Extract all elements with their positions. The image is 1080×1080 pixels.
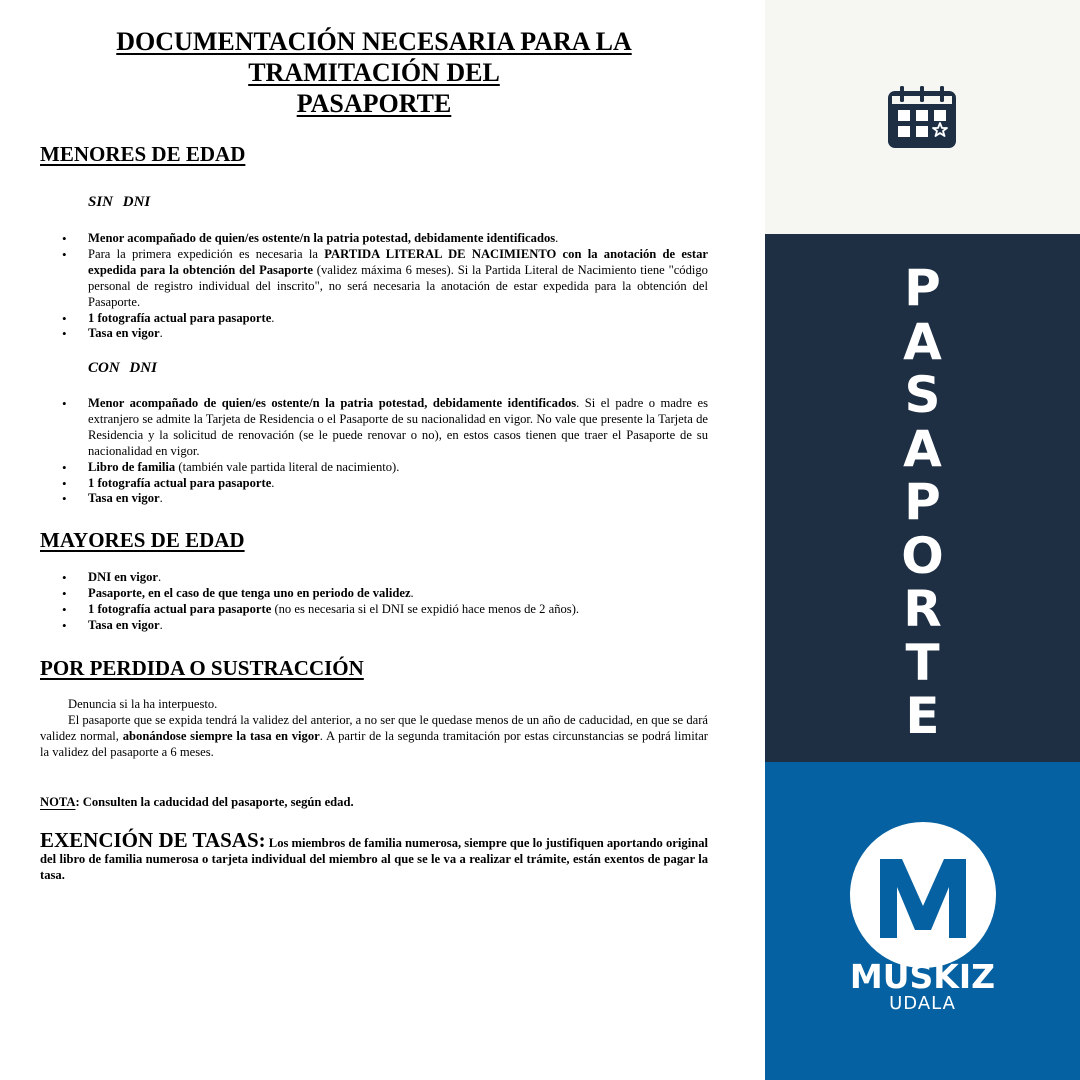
- text-segment: (no es necesaria si el DNI se expidió hace menos de 2 años).: [271, 601, 580, 616]
- title-line-1: DOCUMENTACIÓN NECESARIA PARA LA: [116, 27, 632, 56]
- text-segment: Libro de familia: [88, 459, 176, 474]
- vertical-letter: P: [904, 259, 941, 317]
- nota-text: : Consulten la caducidad del pasaporte, según edad.: [75, 795, 354, 809]
- text-segment: .: [410, 585, 414, 600]
- vertical-letter: E: [905, 687, 940, 745]
- vertical-letter: T: [905, 633, 940, 692]
- text-segment: Menor acompañado de quien/es ostente/n la patria potestad, debidamente identificados: [88, 396, 577, 410]
- vertical-title: [765, 259, 1080, 745]
- vertical-letter: A: [903, 419, 942, 478]
- brand-name: MUSKIZ: [849, 957, 996, 996]
- heading-mayores: MAYORES DE EDAD: [40, 528, 245, 552]
- exencion-label: EXENCIÓN DE TASAS:: [40, 828, 266, 852]
- list-sin-dni: [62, 231, 708, 342]
- muskiz-m-logo: [849, 821, 997, 969]
- nota-label: NOTA: [40, 795, 76, 809]
- text-segment: .: [157, 570, 162, 584]
- subheading-con-dni: CON DNI: [88, 360, 157, 376]
- perdida-text: [40, 697, 708, 761]
- list-con-dni: [62, 396, 708, 507]
- text-segment: .: [159, 617, 163, 632]
- text-segment: .: [159, 326, 163, 341]
- list-item: [62, 326, 708, 342]
- text-segment: Tasa en vigor: [88, 617, 160, 632]
- text-segment: .: [159, 491, 163, 506]
- vertical-letter: R: [903, 580, 942, 638]
- list-item: [62, 476, 708, 492]
- text-segment: Menor acompañado de quien/es ostente/n la patria potestad, debidamente identificados: [88, 231, 556, 245]
- sidebar-title-panel: [765, 234, 1080, 762]
- text-segment: . Si el padre o madre es extranjero se admite la Tarjeta de Residencia o el Pasaporte de su nacionalidad en vigor. No vale que presente la Tarjeta de Residencia y la solicitud de renovación (se le puede renovar o no), en estos casos tienen que traer el Pasaporte de su nacionalidad en vigor.: [88, 396, 708, 458]
- brand-subtitle: UDALA: [889, 993, 956, 1014]
- text-segment: PARTIDA LITERAL DE NACIMIENTO con la anotación de estar expedida para la obtención del Pasaporte: [88, 246, 708, 277]
- list-item: [62, 311, 708, 327]
- vertical-letter: P: [904, 473, 941, 531]
- vertical-letter: S: [904, 366, 941, 424]
- text-segment: .: [555, 231, 559, 245]
- text-segment: 1 fotografía actual para pasaporte: [88, 601, 272, 616]
- subheading-sin-dni: SIN DNI: [88, 194, 151, 210]
- text-segment: 1 fotografía actual para pasaporte: [88, 475, 272, 490]
- nota: [40, 794, 354, 810]
- list-item: [62, 491, 708, 507]
- sidebar-logo-panel: [765, 762, 1080, 1080]
- exencion-text: Los miembros de familia numerosa, siempre que lo justifiquen aportando original del libro de familia numerosa o tarjeta individual del miembro al que se le va a realizar el trámite, están exentos de pagar la tasa.: [40, 836, 708, 882]
- vertical-letter: O: [901, 526, 944, 585]
- text-segment: Tasa en vigor: [88, 491, 160, 506]
- list-item: [62, 618, 708, 634]
- document-title: [40, 26, 708, 119]
- heading-menores: MENORES DE EDAD: [40, 142, 246, 166]
- title-line-2: TRAMITACIÓN DEL: [248, 58, 500, 87]
- text-segment: .: [271, 475, 275, 490]
- text-segment: .: [271, 310, 275, 325]
- list-mayores: [62, 570, 708, 634]
- text-segment: Para la primera expedición es necesaria la: [88, 246, 325, 261]
- title-line-3: PASAPORTE: [296, 89, 452, 118]
- text-segment: (validez máxima 6 meses). Si la Partida Literal de Nacimiento tiene "código personal de registro individual del inscrito", no será necesaria la anotación de estar expedida para la obtención del Pasaporte.: [88, 262, 708, 309]
- text-segment: El pasaporte que se expida tendrá la validez del anterior, a no ser que le quedase menos de un año de caducidad, en que se dará validez normal,: [40, 712, 708, 743]
- vertical-letter: A: [903, 312, 942, 371]
- list-item: [62, 602, 708, 618]
- text-segment: 1 fotografía actual para pasaporte: [88, 310, 272, 325]
- list-item: [62, 231, 708, 247]
- perdida-line-1: Denuncia si la ha interpuesto.: [68, 697, 218, 711]
- list-item: [62, 460, 708, 476]
- list-item: [62, 586, 708, 602]
- calendar-star-icon: [886, 86, 958, 150]
- text-segment: Pasaporte, en el caso de que tenga uno en periodo de validez: [88, 585, 411, 600]
- text-segment: Tasa en vigor: [88, 326, 160, 341]
- list-item: [62, 396, 708, 460]
- list-item: [62, 570, 708, 586]
- exencion: [40, 828, 708, 883]
- text-segment: (también vale partida literal de nacimiento).: [175, 459, 400, 474]
- text-segment: abonándose siempre la tasa en vigor: [122, 728, 320, 743]
- text-segment: DNI en vigor: [88, 570, 158, 584]
- text-segment: . A partir de la segunda tramitación por estas circunstancias se podrá limitar la validez del pasaporte a 6 meses.: [40, 728, 708, 759]
- sidebar-top-panel: [765, 0, 1080, 234]
- list-item: [62, 247, 708, 311]
- heading-perdida: POR PERDIDA O SUSTRACCIÓN: [40, 656, 364, 680]
- perdida-paragraph: [40, 713, 708, 759]
